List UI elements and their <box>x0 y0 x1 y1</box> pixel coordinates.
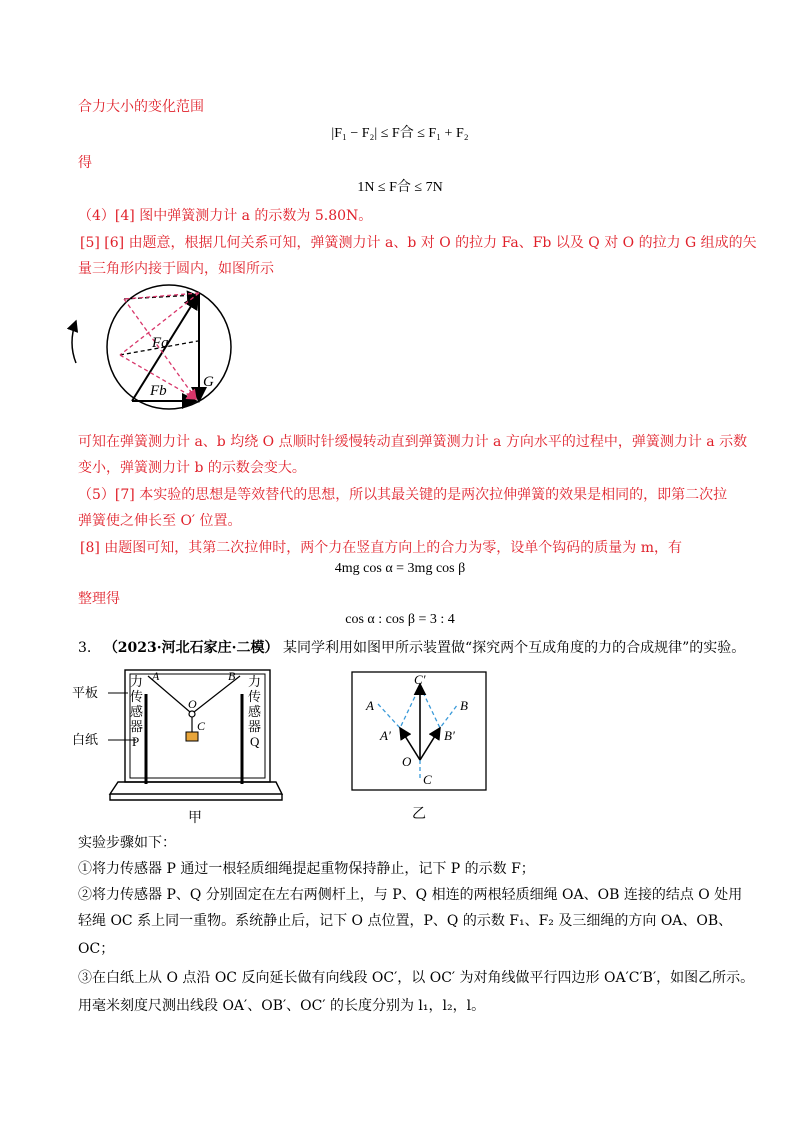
point-o: O <box>402 754 412 769</box>
vector-ob-prime <box>420 728 440 760</box>
step-2-line1: ②将力传感器 P、Q 分别固定在左右两侧杆上，与 P、Q 相连的两根轻质细绳 OA、OB 连接的结点 O 处用 <box>78 887 743 903</box>
question-source: （2023·河北石家庄·二模） <box>103 640 279 656</box>
figure-yi <box>350 670 490 820</box>
rotation-arrow-icon <box>72 321 76 363</box>
label-baizhi: 白纸 <box>72 732 99 747</box>
point-c-prime-top: C′ <box>414 672 426 687</box>
text-range-of-resultant: 合力大小的变化范围 <box>78 99 204 115</box>
base-stand <box>110 782 282 794</box>
circumscribed-circle <box>107 285 231 409</box>
step-3-line1: ③在白纸上从 O 点沿 OC 反向延长做有向线段 OC′，以 OC′ 为对角线做平行四边形 OA′C′B′，如图乙所示。 <box>78 970 755 986</box>
step-3-line2: 用毫米刻度尺测出线段 OA′、OB′、OC′ 的长度分别为 l₁，l₂，l。 <box>78 998 486 1014</box>
formula-resultant-range: |F₁ − F₂| ≤ F合 ≤ F₁ + F₂ <box>331 126 469 141</box>
step-2-line3: OC； <box>78 941 115 957</box>
caption-yi: 乙 <box>412 807 426 822</box>
label-pingban: 平板 <box>72 685 99 700</box>
figure-jia <box>70 664 280 824</box>
base-bottom <box>110 794 282 800</box>
steps-intro: 实验步骤如下： <box>78 835 176 851</box>
formula-cos-equation: 4mg cos α = 3mg cos β <box>334 561 466 576</box>
caption-jia: 甲 <box>188 811 202 826</box>
paragraph-5-6-line2: 量三角形内接于圆内，如图所示 <box>78 261 274 277</box>
point-c: C <box>197 719 206 733</box>
paragraph-8: [8] 由题图可知，其第二次拉伸时，两个力在竖直方向上的合力为零，设单个钩码的质量为 m，有 <box>80 540 683 556</box>
paper-box <box>352 672 486 790</box>
left-sensor-label: 力传感器 P <box>130 674 144 749</box>
point-b: B <box>460 698 468 713</box>
weight <box>186 732 198 741</box>
point-b: B <box>228 669 236 683</box>
formula-cos-ratio: cos α : cos β = 3 : 4 <box>345 612 455 627</box>
conclusion-line1: 可知在弹簧测力计 a、b 均绕 O 点顺时针缓慢转动直到弹簧测力计 a 方向水平的过程中，弹簧测力计 a 示数 <box>78 434 748 450</box>
dashed-left-v <box>378 686 420 728</box>
conclusion-line2: 变小，弹簧测力计 b 的示数会变大。 <box>78 460 306 476</box>
label-fb: Fb <box>150 383 167 399</box>
point-o: O <box>188 697 197 711</box>
label-g: G <box>203 374 214 390</box>
knot-o <box>189 711 195 717</box>
question-number: 3. <box>78 640 92 656</box>
text-zhengli: 整理得 <box>78 591 120 607</box>
question-text: 某同学利用如图甲所示装置做“探究两个互成角度的力的合成规律”的实验。 <box>282 640 746 656</box>
point-a-prime: A′ <box>380 728 391 743</box>
step-2-line2: 轻绳 OC 系上同一重物。系统静止后，记下 O 点位置，P、Q 的示数 F₁、F₂ 及三细绳的方向 OA、OB、 <box>78 913 733 929</box>
point-a: A <box>152 669 160 683</box>
dashed-right-v <box>420 686 458 728</box>
right-sensor-label: 力传感器 Q <box>248 674 262 749</box>
point-a: A <box>366 698 374 713</box>
question-3 <box>78 637 745 657</box>
paragraph-5-line1: （5）[7] 本实验的思想是等效替代的思想，所以其最关键的是两次拉伸弹簧的效果是相同的，即第二次拉 <box>78 487 728 503</box>
text-de: 得 <box>78 155 92 171</box>
label-fa: Fa <box>152 335 169 351</box>
paragraph-5-line2: 弹簧使之伸长至 O′ 位置。 <box>78 513 242 529</box>
paragraph-5-6-line1: [5] [6] 由题意，根据几何关系可知，弹簧测力计 a、b 对 O 的拉力 Fa、Fb 以及 Q 对 O 的拉力 G 组成的矢 <box>80 235 757 251</box>
point-b-prime: B′ <box>444 728 455 743</box>
paragraph-4: （4）[4] 图中弹簧测力计 a 的示数为 5.80N。 <box>78 208 373 224</box>
formula-1n-7n: 1N ≤ F合 ≤ 7N <box>357 180 443 195</box>
point-c: C <box>423 772 432 787</box>
force-circle-figure <box>60 283 250 418</box>
step-1: ①将力传感器 P 通过一根轻质细绳提起重物保持静止，记下 P 的示数 F； <box>78 861 535 877</box>
